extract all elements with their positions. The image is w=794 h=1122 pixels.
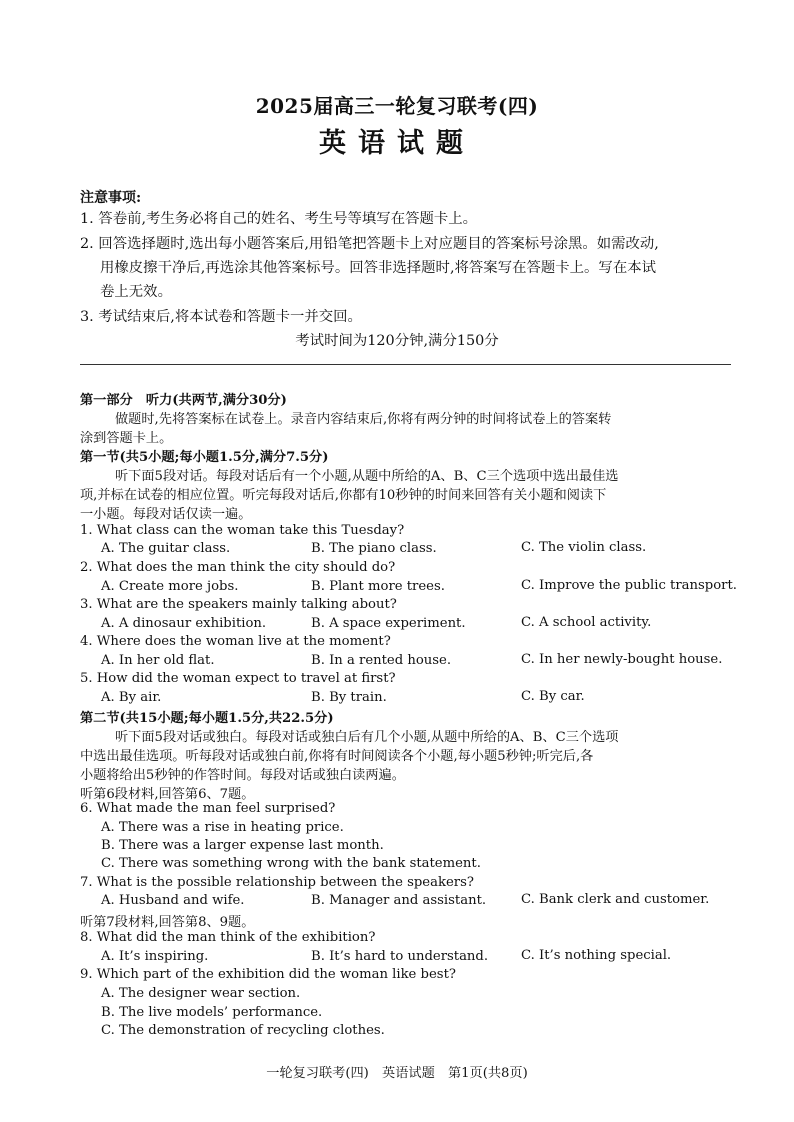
section1-intro-2: 项,并标在试卷的相应位置。听完每段对话后,你都有10秒钟的时间来回答有关小题和阅读下 xyxy=(80,488,607,503)
part1-intro-2: 涂到答题卡上。 xyxy=(80,431,173,446)
question-3-option-c: C. A school activity. xyxy=(521,615,652,630)
section1-intro-3: 一小题。每段对话仅读一遍。 xyxy=(80,507,252,522)
question-6-option-b: B. There was a larger expense last month. xyxy=(101,838,384,853)
question-9-option-a: A. The designer wear section. xyxy=(101,986,301,1001)
question-2-stem: 2. What does the man think the city should do? xyxy=(80,560,396,575)
question-5-option-c: C. By car. xyxy=(521,689,585,704)
question-9-option-b: B. The live models’ performance. xyxy=(101,1005,323,1020)
question-1-option-a: A. The guitar class. xyxy=(101,541,231,556)
question-4-option-b: B. In a rented house. xyxy=(311,653,452,668)
question-3-stem: 3. What are the speakers mainly talking about? xyxy=(80,597,397,612)
question-8-stem: 8. What did the man think of the exhibition? xyxy=(80,930,376,945)
section2-intro-1: 听下面5段对话或独白。每段对话或独白后有几个小题,从题中所给的A、B、C三个选项 xyxy=(115,730,619,745)
question-4-stem: 4. Where does the woman live at the moment? xyxy=(80,634,391,649)
part1-heading: 第一部分 听力(共两节,满分30分) xyxy=(80,393,287,408)
section2-intro-2: 中选出最佳选项。听每段对话或独白前,你将有时间阅读各个小题,每小题5秒钟;听完后,各 xyxy=(80,749,594,764)
question-5-stem: 5. How did the woman expect to travel at first? xyxy=(80,671,396,686)
question-8-option-a: A. It’s inspiring. xyxy=(101,949,209,964)
part1-intro-1: 做题时,先将答案标在试卷上。录音内容结束后,你将有两分钟的时间将试卷上的答案转 xyxy=(115,412,612,427)
question-6-option-c: C. There was something wrong with the bank statement. xyxy=(101,856,481,871)
question-2-option-a: A. Create more jobs. xyxy=(101,579,239,594)
notice-line-4: 卷上无效。 xyxy=(100,284,172,300)
notice-line-1: 1. 答卷前,考生务必将自己的姓名、考生号等填写在答题卡上。 xyxy=(80,211,478,227)
question-7-option-c: C. Bank clerk and customer. xyxy=(521,892,710,907)
section1-heading: 第一节(共5小题;每小题1.5分,满分7.5分) xyxy=(80,450,329,465)
question-4-option-c: C. In her newly-bought house. xyxy=(521,652,723,667)
section2-heading: 第二节(共15小题;每小题1.5分,共22.5分) xyxy=(80,711,334,726)
question-3-option-a: A. A dinosaur exhibition. xyxy=(101,616,267,631)
exam-title: 2025届高三一轮复习联考(四) xyxy=(255,94,539,118)
question-5-option-b: B. By train. xyxy=(311,690,387,705)
question-9-option-c: C. The demonstration of recycling clothes. xyxy=(101,1023,385,1038)
question-7-option-b: B. Manager and assistant. xyxy=(311,893,487,908)
question-1-option-b: B. The piano class. xyxy=(311,541,437,556)
question-2-option-b: B. Plant more trees. xyxy=(311,579,445,594)
question-8-option-c: C. It’s nothing special. xyxy=(521,948,672,963)
question-8-option-b: B. It’s hard to understand. xyxy=(311,949,489,964)
question-7-stem: 7. What is the possible relationship between the speakers? xyxy=(80,875,474,890)
section2-intro-3: 小题将给出5秒钟的作答时间。每段对话或独白读两遍。 xyxy=(80,768,405,783)
notice-line-3: 用橡皮擦干净后,再选涂其他答案标号。回答非选择题时,将答案写在答题卡上。写在本试 xyxy=(100,260,656,276)
section1-intro-1: 听下面5段对话。每段对话后有一个小题,从题中所给的A、B、C三个选项中选出最佳选 xyxy=(115,469,619,484)
notice-line-2: 2. 回答选择题时,选出每小题答案后,用铅笔把答题卡上对应题目的答案标号涂黑。如需改动, xyxy=(80,236,659,252)
material-7-note: 听第7段材料,回答第8、9题。 xyxy=(80,915,255,930)
question-4-option-a: A. In her old flat. xyxy=(101,653,215,668)
exam-time-note: 考试时间为120分钟,满分150分 xyxy=(295,333,499,349)
notice-heading: 注意事项: xyxy=(80,190,142,206)
question-6-option-a: A. There was a rise in heating price. xyxy=(101,820,344,835)
question-6-stem: 6. What made the man feel surprised? xyxy=(80,801,336,816)
divider-line xyxy=(80,364,731,365)
question-3-option-b: B. A space experiment. xyxy=(311,616,466,631)
page-footer: 一轮复习联考(四) 英语试题 第1页(共8页) xyxy=(266,1066,528,1081)
question-5-option-a: A. By air. xyxy=(101,690,162,705)
question-7-option-a: A. Husband and wife. xyxy=(101,893,245,908)
question-1-stem: 1. What class can the woman take this Tuesday? xyxy=(80,523,405,538)
question-9-stem: 9. Which part of the exhibition did the woman like best? xyxy=(80,967,456,982)
notice-line-5: 3. 考试结束后,将本试卷和答题卡一并交回。 xyxy=(80,309,362,325)
material-6-note: 听第6段材料,回答第6、7题。 xyxy=(80,787,255,802)
question-1-option-c: C. The violin class. xyxy=(521,540,647,555)
question-2-option-c: C. Improve the public transport. xyxy=(521,578,737,593)
subject-title: 英语试题 xyxy=(319,128,475,159)
